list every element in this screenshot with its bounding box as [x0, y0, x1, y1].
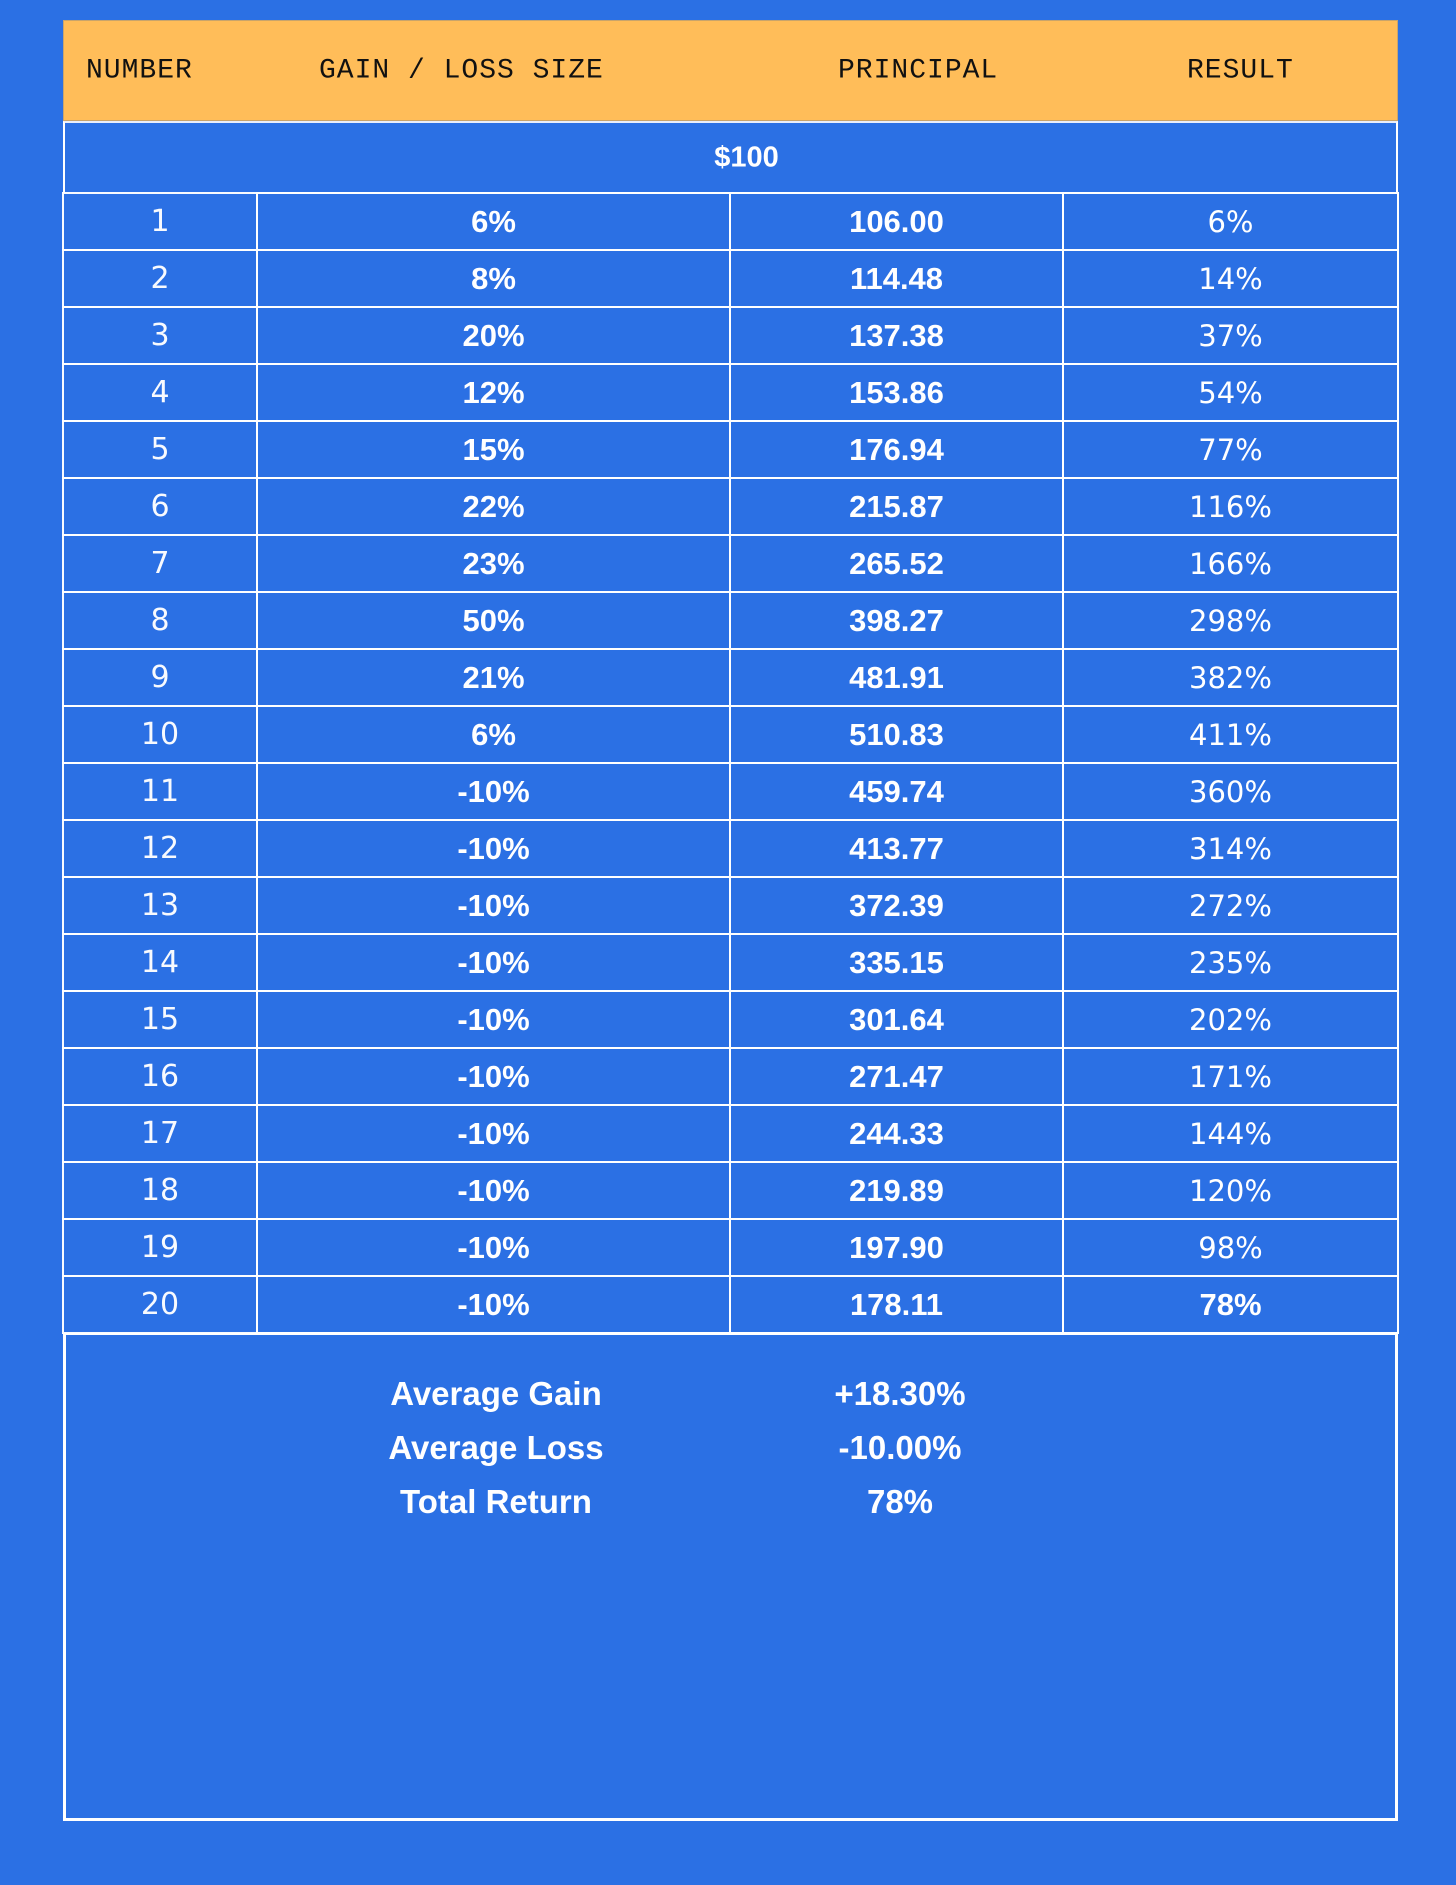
cell-result: 144% — [1062, 1104, 1399, 1163]
cell-number: 6 — [62, 477, 258, 536]
summary-average-gain — [66, 1375, 1395, 1429]
cell-principal: 335.15 — [729, 933, 1064, 992]
table-row — [63, 535, 1398, 592]
cell-gain: -10% — [256, 876, 731, 935]
cell-gain: 6% — [256, 705, 731, 764]
cell-result: 98% — [1062, 1218, 1399, 1277]
header-result: RESULT — [1187, 55, 1294, 86]
cell-principal: 176.94 — [729, 420, 1064, 479]
cell-number: 16 — [62, 1047, 258, 1106]
starting-principal: $100 — [714, 141, 779, 174]
average-loss-label: Average Loss — [388, 1429, 604, 1466]
cell-gain: -10% — [256, 1161, 731, 1220]
cell-number: 7 — [62, 534, 258, 593]
cell-gain: 23% — [256, 534, 731, 593]
cell-gain: 6% — [256, 192, 731, 251]
cell-principal: 459.74 — [729, 762, 1064, 821]
cell-result: 120% — [1062, 1161, 1399, 1220]
table-row — [63, 1048, 1398, 1105]
cell-principal: 398.27 — [729, 591, 1064, 650]
cell-number: 11 — [62, 762, 258, 821]
cell-number: 18 — [62, 1161, 258, 1220]
cell-principal: 265.52 — [729, 534, 1064, 593]
table-row — [63, 1219, 1398, 1276]
header-gain-loss-size: GAIN / LOSS SIZE — [319, 55, 604, 86]
cell-result: 171% — [1062, 1047, 1399, 1106]
summary-total-return — [66, 1483, 1395, 1537]
cell-principal: 271.47 — [729, 1047, 1064, 1106]
cell-principal: 106.00 — [729, 192, 1064, 251]
cell-number: 2 — [62, 249, 258, 308]
cell-number: 4 — [62, 363, 258, 422]
total-return-value: 78% — [866, 1483, 934, 1520]
table-row — [63, 592, 1398, 649]
summary-average-loss — [66, 1429, 1395, 1483]
table-row — [63, 877, 1398, 934]
table-row — [63, 649, 1398, 706]
cell-gain: -10% — [256, 1104, 731, 1163]
cell-result: 382% — [1062, 648, 1399, 707]
cell-principal: 244.33 — [729, 1104, 1064, 1163]
cell-number: 3 — [62, 306, 258, 365]
cell-number: 5 — [62, 420, 258, 479]
cell-gain: 8% — [256, 249, 731, 308]
cell-gain: -10% — [256, 990, 731, 1049]
cell-gain: -10% — [256, 933, 731, 992]
cell-number: 19 — [62, 1218, 258, 1277]
cell-result: 6% — [1062, 192, 1399, 251]
table-row — [63, 193, 1398, 250]
cell-principal: 510.83 — [729, 705, 1064, 764]
table-row — [63, 364, 1398, 421]
average-gain-value: +18.30% — [834, 1375, 966, 1412]
cell-number: 12 — [62, 819, 258, 878]
cell-number: 9 — [62, 648, 258, 707]
cell-result: 116% — [1062, 477, 1399, 536]
cell-principal: 301.64 — [729, 990, 1064, 1049]
cell-result: 54% — [1062, 363, 1399, 422]
starting-principal-row — [63, 121, 1398, 193]
cell-result: 298% — [1062, 591, 1399, 650]
table-row — [63, 250, 1398, 307]
table-row — [63, 1162, 1398, 1219]
table-row-final — [63, 1276, 1398, 1333]
cell-gain: 12% — [256, 363, 731, 422]
cell-result: 360% — [1062, 762, 1399, 821]
cell-gain: 20% — [256, 306, 731, 365]
table-row — [63, 991, 1398, 1048]
cell-number: 10 — [62, 705, 258, 764]
table-row — [63, 706, 1398, 763]
average-gain-label: Average Gain — [390, 1375, 602, 1412]
cell-result: 235% — [1062, 933, 1399, 992]
cell-result: 411% — [1062, 705, 1399, 764]
cell-gain: -10% — [256, 819, 731, 878]
cell-principal: 413.77 — [729, 819, 1064, 878]
cell-gain: -10% — [256, 1275, 731, 1334]
cell-principal: 215.87 — [729, 477, 1064, 536]
total-return-label: Total Return — [400, 1483, 592, 1520]
cell-principal: 153.86 — [729, 363, 1064, 422]
cell-principal: 178.11 — [729, 1275, 1064, 1334]
header-principal: PRINCIPAL — [838, 55, 999, 86]
average-loss-value: -10.00% — [838, 1429, 962, 1466]
table-row — [63, 820, 1398, 877]
cell-principal: 137.38 — [729, 306, 1064, 365]
cell-principal: 372.39 — [729, 876, 1064, 935]
returns-table — [63, 20, 1398, 1821]
table-body — [63, 193, 1398, 1333]
cell-number: 1 — [62, 192, 258, 251]
table-row — [63, 934, 1398, 991]
cell-number: 20 — [62, 1275, 258, 1334]
summary-panel — [63, 1333, 1398, 1821]
cell-result: 202% — [1062, 990, 1399, 1049]
cell-principal: 114.48 — [729, 249, 1064, 308]
cell-gain: -10% — [256, 1218, 731, 1277]
cell-principal: 197.90 — [729, 1218, 1064, 1277]
table-row — [63, 478, 1398, 535]
header-number: NUMBER — [86, 55, 193, 86]
cell-gain: 21% — [256, 648, 731, 707]
cell-result: 314% — [1062, 819, 1399, 878]
table-row — [63, 307, 1398, 364]
cell-result: 77% — [1062, 420, 1399, 479]
cell-number: 15 — [62, 990, 258, 1049]
cell-gain: -10% — [256, 1047, 731, 1106]
cell-result: 37% — [1062, 306, 1399, 365]
table-row — [63, 421, 1398, 478]
cell-result: 272% — [1062, 876, 1399, 935]
cell-number: 13 — [62, 876, 258, 935]
cell-principal: 219.89 — [729, 1161, 1064, 1220]
cell-number: 17 — [62, 1104, 258, 1163]
table-header — [63, 20, 1398, 121]
cell-gain: 50% — [256, 591, 731, 650]
cell-gain: -10% — [256, 762, 731, 821]
cell-principal: 481.91 — [729, 648, 1064, 707]
cell-result-final: 78% — [1062, 1275, 1399, 1334]
cell-gain: 15% — [256, 420, 731, 479]
table-row — [63, 1105, 1398, 1162]
cell-gain: 22% — [256, 477, 731, 536]
cell-number: 14 — [62, 933, 258, 992]
cell-number: 8 — [62, 591, 258, 650]
cell-result: 166% — [1062, 534, 1399, 593]
cell-result: 14% — [1062, 249, 1399, 308]
table-row — [63, 763, 1398, 820]
